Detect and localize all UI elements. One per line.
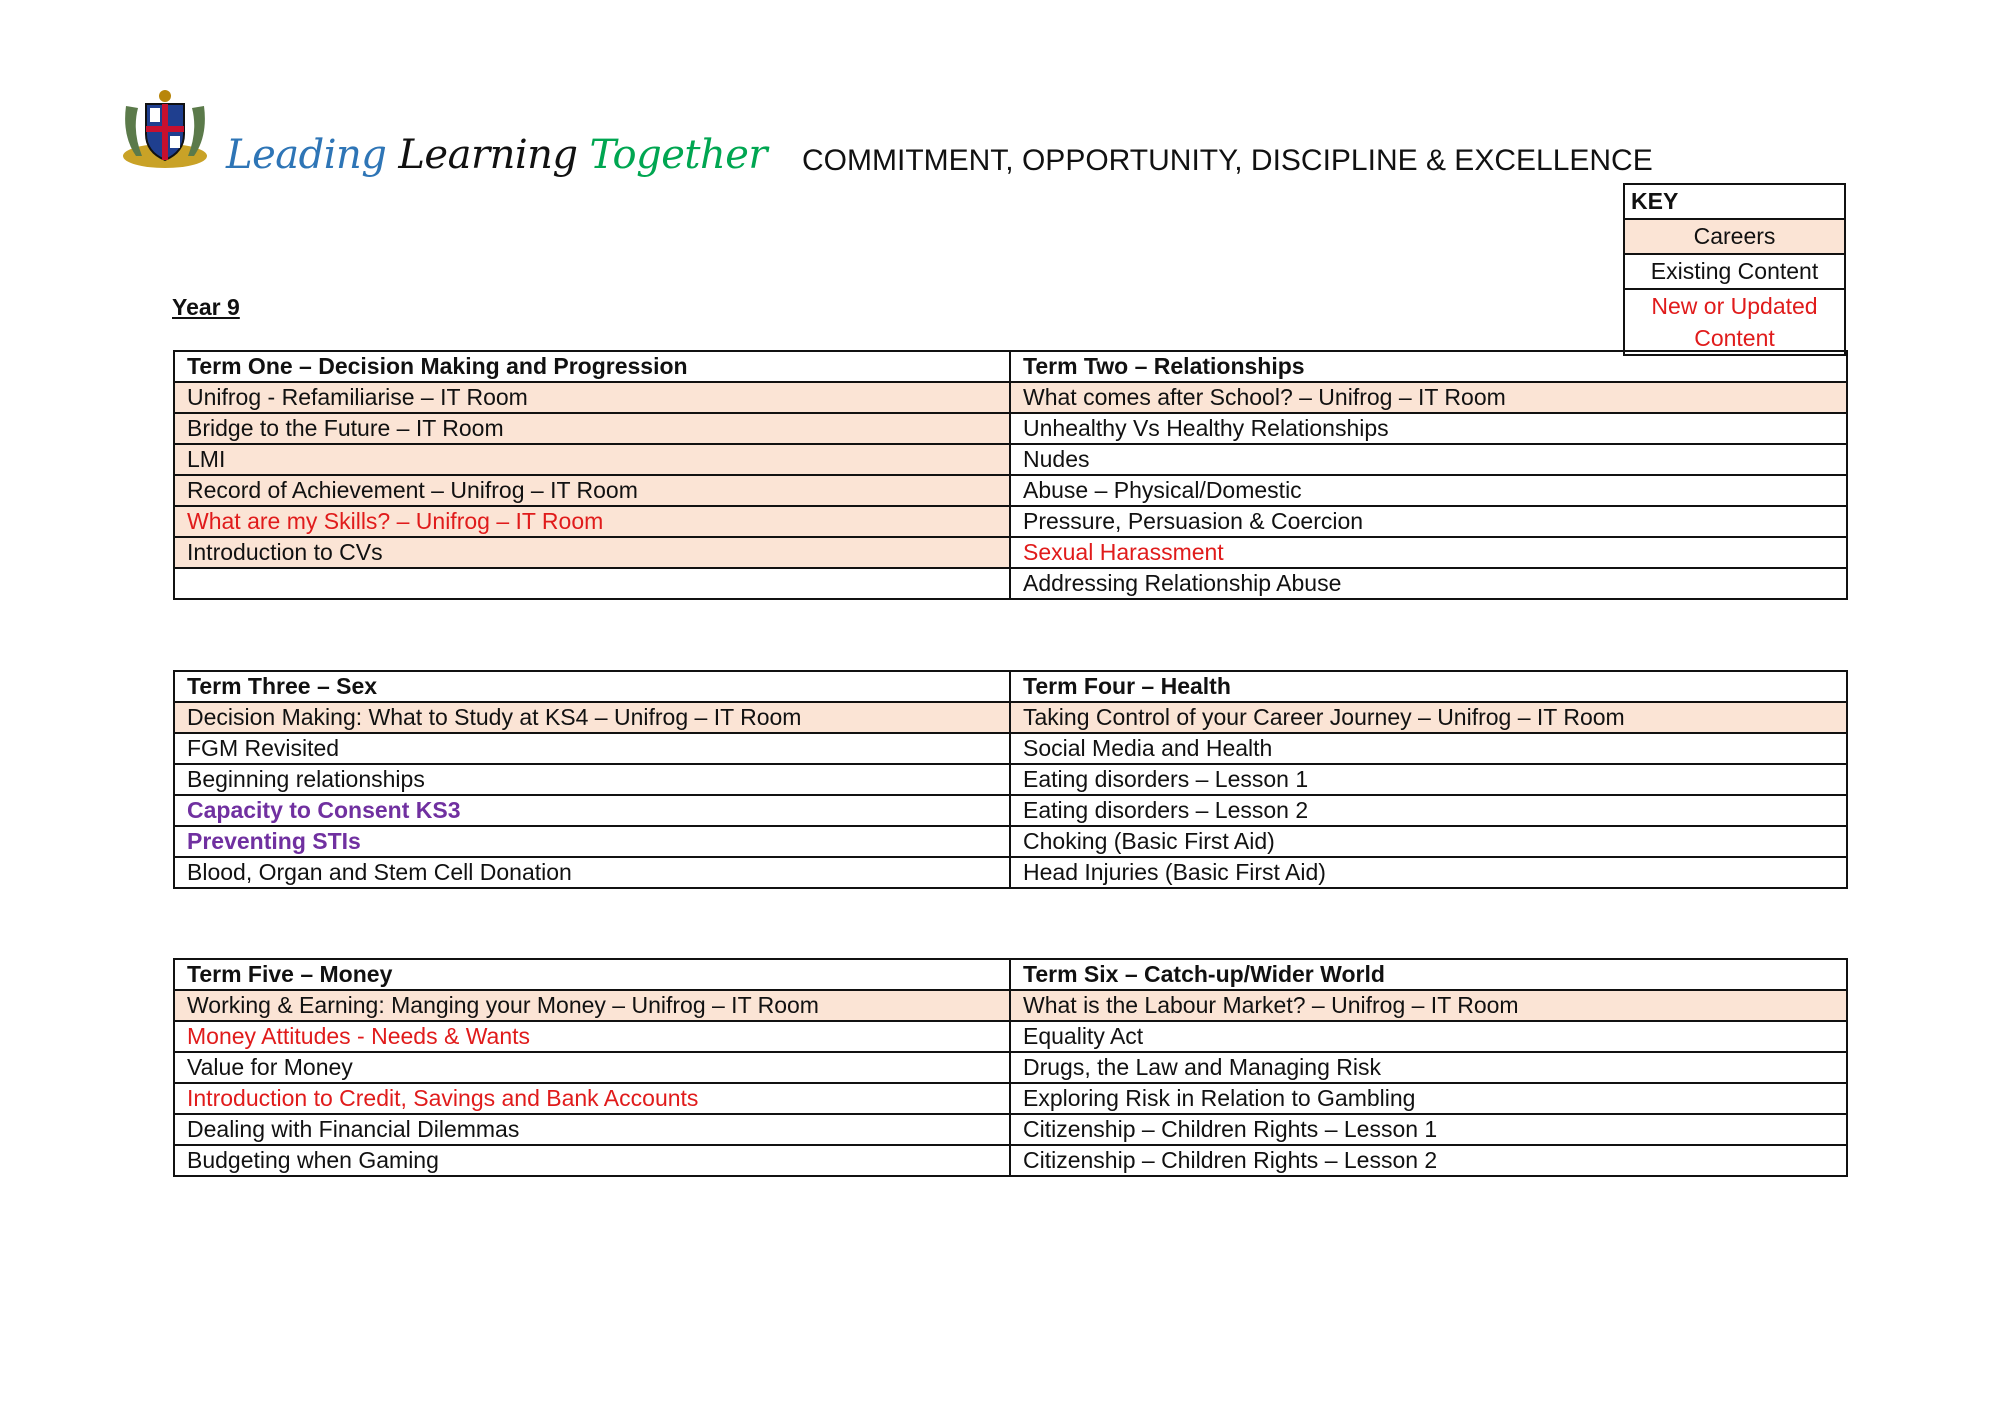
- term-two-lesson: Addressing Relationship Abuse: [1010, 568, 1847, 599]
- table-row: [174, 413, 1847, 444]
- term-one-lesson: LMI: [174, 444, 1010, 475]
- year-label: Year 9: [172, 294, 240, 320]
- term-two-lesson: Abuse – Physical/Domestic: [1010, 475, 1847, 506]
- term-five-header: Term Five – Money: [174, 959, 1010, 990]
- term-four-lesson: Taking Control of your Career Journey – Unifrog – IT Room: [1010, 702, 1847, 733]
- table-row: [174, 826, 1847, 857]
- term-four-header: Term Four – Health: [1010, 671, 1847, 702]
- term-one-lesson: Unifrog - Refamiliarise – IT Room: [174, 382, 1010, 413]
- term-one-lesson: [174, 568, 1010, 599]
- term-six-lesson: What is the Labour Market? – Unifrog – IT Room: [1010, 990, 1847, 1021]
- table-row: [174, 733, 1847, 764]
- table-row: [174, 764, 1847, 795]
- key-new-content: [1624, 289, 1845, 355]
- term-five-lesson: Introduction to Credit, Savings and Bank Accounts: [174, 1083, 1010, 1114]
- table-row: [174, 1021, 1847, 1052]
- table-row: [174, 568, 1847, 599]
- term-three-header: Term Three – Sex: [174, 671, 1010, 702]
- slogan-together: Together: [589, 132, 768, 178]
- term-four-lesson: Eating disorders – Lesson 2: [1010, 795, 1847, 826]
- term-six-header: Term Six – Catch-up/Wider World: [1010, 959, 1847, 990]
- term-two-lesson: Unhealthy Vs Healthy Relationships: [1010, 413, 1847, 444]
- key-title: KEY: [1624, 184, 1845, 219]
- table-header-row: [174, 671, 1847, 702]
- table-row: [174, 1114, 1847, 1145]
- table-row: [174, 506, 1847, 537]
- school-slogan: [226, 132, 779, 178]
- table-row: [174, 857, 1847, 888]
- key-legend: [1623, 183, 1846, 356]
- table-row: [174, 1145, 1847, 1176]
- term-six-lesson: Drugs, the Law and Managing Risk: [1010, 1052, 1847, 1083]
- term-five-lesson: Working & Earning: Manging your Money – Unifrog – IT Room: [174, 990, 1010, 1021]
- table-row: [174, 990, 1847, 1021]
- table-row: [174, 537, 1847, 568]
- term-two-lesson: Pressure, Persuasion & Coercion: [1010, 506, 1847, 537]
- term-four-lesson: Social Media and Health: [1010, 733, 1847, 764]
- slogan-learning: Learning: [398, 132, 578, 178]
- term-two-lesson: What comes after School? – Unifrog – IT Room: [1010, 382, 1847, 413]
- term-six-lesson: Equality Act: [1010, 1021, 1847, 1052]
- table-row: [174, 795, 1847, 826]
- term-one-lesson: What are my Skills? – Unifrog – IT Room: [174, 506, 1010, 537]
- term-five-lesson: Value for Money: [174, 1052, 1010, 1083]
- term-six-lesson: Citizenship – Children Rights – Lesson 1: [1010, 1114, 1847, 1145]
- term-six-lesson: Exploring Risk in Relation to Gambling: [1010, 1083, 1847, 1114]
- table-row: [174, 1083, 1847, 1114]
- term-three-lesson: FGM Revisited: [174, 733, 1010, 764]
- term-one-lesson: Record of Achievement – Unifrog – IT Room: [174, 475, 1010, 506]
- table-row: [174, 475, 1847, 506]
- table-row: [174, 382, 1847, 413]
- term-one-lesson: Introduction to CVs: [174, 537, 1010, 568]
- table-header-row: [174, 351, 1847, 382]
- key-new-line1: New or Updated: [1651, 293, 1818, 319]
- table-row: [174, 444, 1847, 475]
- term-two-lesson: Nudes: [1010, 444, 1847, 475]
- terms-one-two-table: [173, 350, 1848, 600]
- term-three-lesson: Beginning relationships: [174, 764, 1010, 795]
- term-five-lesson: Dealing with Financial Dilemmas: [174, 1114, 1010, 1145]
- school-crest-icon: [118, 86, 212, 180]
- table-row: [174, 1052, 1847, 1083]
- term-three-lesson: Blood, Organ and Stem Cell Donation: [174, 857, 1010, 888]
- key-careers: Careers: [1624, 219, 1845, 254]
- terms-five-six-table: [173, 958, 1848, 1177]
- term-one-header: Term One – Decision Making and Progression: [174, 351, 1010, 382]
- term-three-lesson: Preventing STIs: [174, 826, 1010, 857]
- term-four-lesson: Choking (Basic First Aid): [1010, 826, 1847, 857]
- table-row: [174, 702, 1847, 733]
- term-one-lesson: Bridge to the Future – IT Room: [174, 413, 1010, 444]
- term-four-lesson: Head Injuries (Basic First Aid): [1010, 857, 1847, 888]
- term-two-header: Term Two – Relationships: [1010, 351, 1847, 382]
- term-five-lesson: Budgeting when Gaming: [174, 1145, 1010, 1176]
- term-three-lesson: Decision Making: What to Study at KS4 – Unifrog – IT Room: [174, 702, 1010, 733]
- school-motto: COMMITMENT, OPPORTUNITY, DISCIPLINE & EXCELLENCE: [802, 144, 1653, 177]
- table-header-row: [174, 959, 1847, 990]
- key-new-line2: Content: [1694, 325, 1775, 351]
- term-three-lesson: Capacity to Consent KS3: [174, 795, 1010, 826]
- term-four-lesson: Eating disorders – Lesson 1: [1010, 764, 1847, 795]
- slogan-leading: Leading: [226, 132, 387, 178]
- term-two-lesson: Sexual Harassment: [1010, 537, 1847, 568]
- key-existing-content: Existing Content: [1624, 254, 1845, 289]
- term-five-lesson: Money Attitudes - Needs & Wants: [174, 1021, 1010, 1052]
- term-six-lesson: Citizenship – Children Rights – Lesson 2: [1010, 1145, 1847, 1176]
- terms-three-four-table: [173, 670, 1848, 889]
